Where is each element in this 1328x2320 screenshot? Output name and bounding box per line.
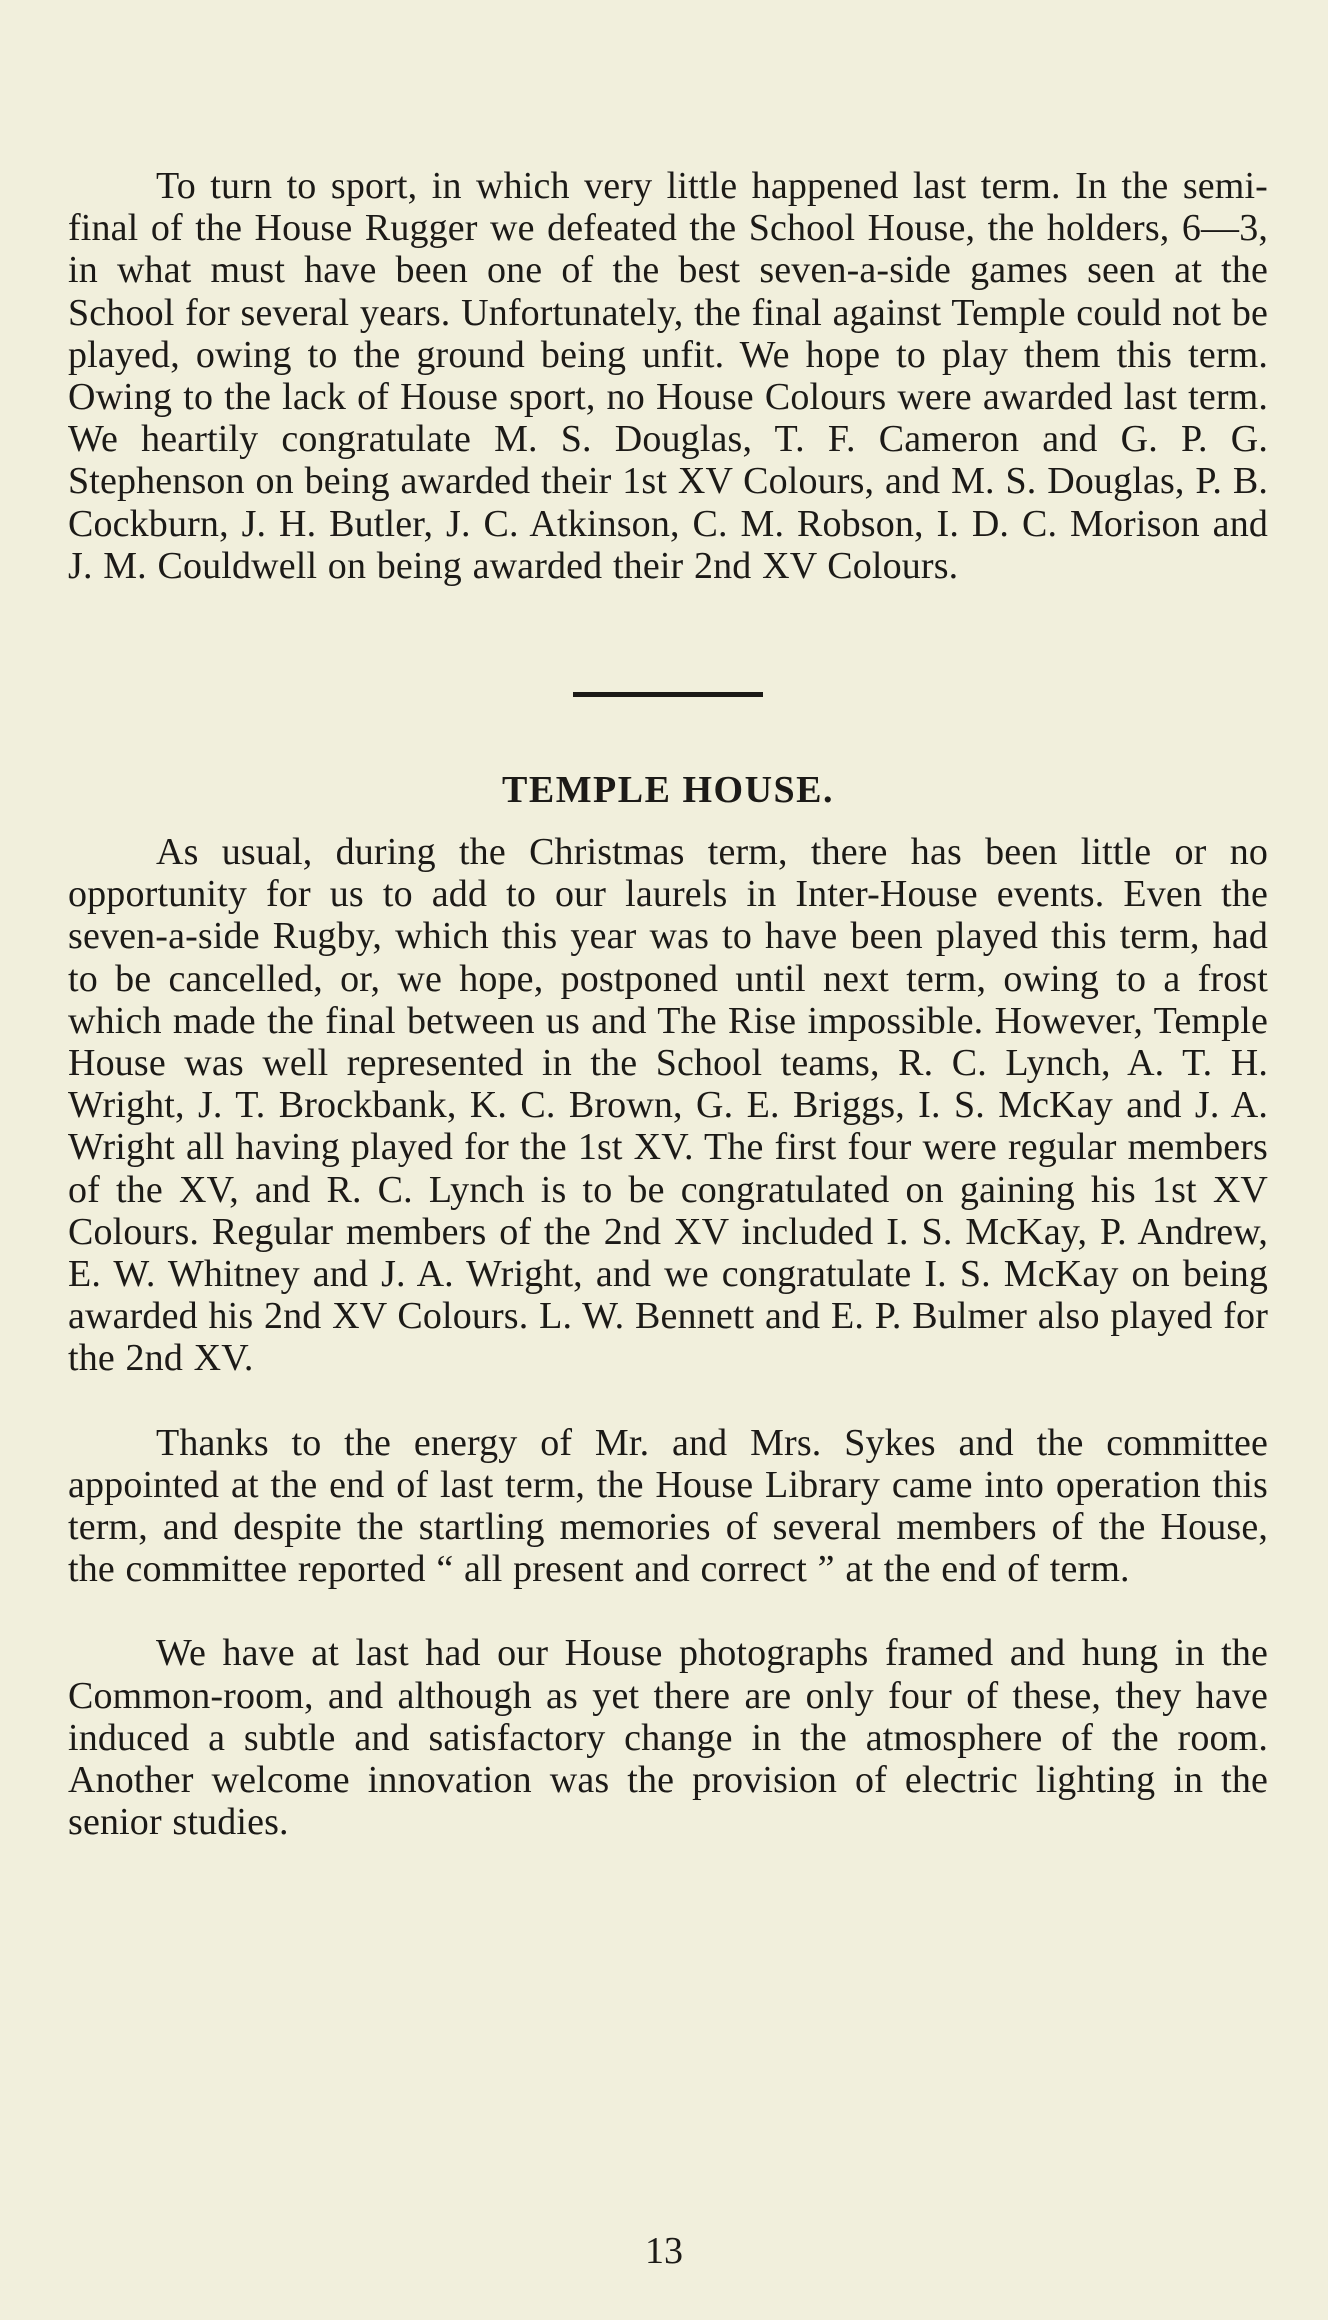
paragraph-sport: To turn to sport, in which very little happened last term. In the semi-final of the House Rugger we defeated the School House, the holders, 6—3, in what must have been one of the best seven-a-side games seen at the School for several years. Unfortunately, the final against Temple could not be played, owing to the ground being unfit. We hope to play them this term. Owing to the lack of House sport, no House Colours were awarded last term. We heartily congratulate M. S. Douglas, T. F. Cameron and G. P. G. Stephenson on being awarded their 1st XV Colours, and M. S. Douglas, P. B. Cockburn, J. H. Butler, J. C. Atkinson, C. M. Robson, I. D. C. Morison and J. M. Couldwell on being awarded their 2nd XV Colours. <box>68 165 1268 587</box>
paragraph-library: Thanks to the energy of Mr. and Mrs. Sykes and the committee appointed at the end of last term, the House Library came into operation this term, and despite the startling memories of several members of the House, the committee reported “ all present and correct ” at the end of term. <box>68 1421 1268 1591</box>
paragraph-temple-events: As usual, during the Christmas term, there has been little or no opportunity for us to add to our laurels in Inter-House events. Even the seven-a-side Rugby, which this year was to have been played this term, had to be cancelled, or, we hope, postponed until next term, owing to a frost which made the final between us and The Rise impossible. However, Temple House was well represented in the School teams, R. C. Lynch, A. T. H. Wright, J. T. Brockbank, K. C. Brown, G. E. Briggs, I. S. McKay and J. A. Wright all having played for the 1st XV. The first four were regular members of the XV, and R. C. Lynch is to be congratulated on gaining his 1st XV Colours. Regular members of the 2nd XV included I. S. McKay, P. Andrew, E. W. Whitney and J. A. Wright, and we congratulate I. S. McKay on being awarded his 2nd XV Colours. L. W. Bennett and E. P. Bulmer also played for the 2nd XV. <box>68 831 1268 1380</box>
section-divider <box>573 692 763 697</box>
paragraph-photographs: We have at last had our House photographs framed and hung in the Common-room, and although as yet there are only four of these, they have induced a subtle and satisfactory change in the atmosphere of the room. Another welcome innovation was the provision of electric lighting in the senior studies. <box>68 1632 1268 1844</box>
section-heading: TEMPLE HOUSE. <box>502 769 834 812</box>
page-body <box>68 165 1268 1844</box>
page-number: 13 <box>645 2230 683 2272</box>
